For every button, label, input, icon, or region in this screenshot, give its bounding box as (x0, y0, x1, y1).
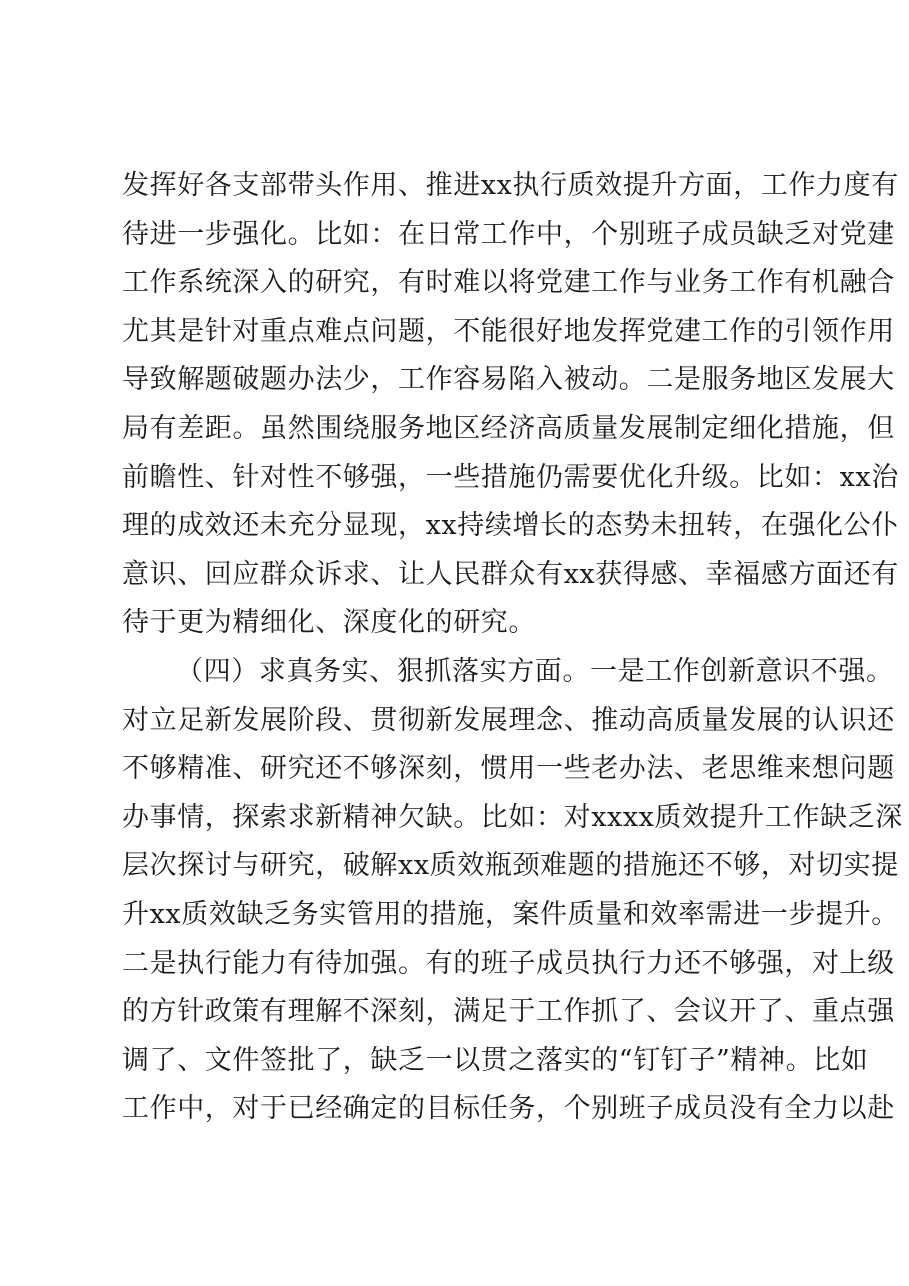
text-line: 工作中，对于已经确定的目标任务，个别班子成员没有全力以赴 (122, 1093, 895, 1125)
text-line: 局有差距。虽然围绕服务地区经济高质量发展制定细化措施，但 (122, 412, 895, 444)
section-heading-line: （四）求真务实、狠抓落实方面。一是工作创新意识不强。 (176, 655, 894, 687)
body-text (122, 162, 903, 1134)
text-line: 升xx质效缺乏务实管用的措施，案件质量和效率需进一步提升。 (122, 898, 899, 930)
text-line: 办事情，探索求新精神欠缺。比如：对xxxx质效提升工作缺乏深 (122, 801, 903, 833)
text-line: 层次探讨与研究，破解xx质效瓶颈难题的措施还不够，对切实提 (122, 850, 899, 882)
paragraph-end-line: 待于更为精细化、深度化的研究。 (122, 607, 536, 639)
text-line: 前瞻性、针对性不够强，一些措施仍需要优化升级。比如：xx治 (122, 461, 899, 493)
text-line: 导致解题破题办法少，工作容易陷入被动。二是服务地区发展大 (122, 364, 895, 396)
text-line: 发挥好各支部带头作用、推进xx执行质效提升方面，工作力度有 (122, 170, 899, 201)
text-line: 意识、回应群众诉求、让人民群众有xx获得感、幸福感方面还有 (122, 558, 899, 590)
text-line: 理的成效还未充分显现，xx持续增长的态势未扭转，在强化公仆 (122, 510, 899, 542)
text-line: 不够精准、研究还不够深刻，惯用一些老办法、老思维来想问题 (122, 753, 895, 785)
text-line: 待进一步强化。比如：在日常工作中，个别班子成员缺乏对党建 (122, 218, 895, 250)
text-line: 的方针政策有理解不深刻，满足于工作抓了、会议开了、重点强 (122, 996, 895, 1028)
text-line: 对立足新发展阶段、贯彻新发展理念、推动高质量发展的认识还 (122, 704, 895, 736)
text-line: 二是执行能力有待加强。有的班子成员执行力还不够强，对上级 (122, 947, 895, 979)
text-line: 工作系统深入的研究，有时难以将党建工作与业务工作有机融合 (122, 267, 895, 299)
text-line: 尤其是针对重点难点问题，不能很好地发挥党建工作的引领作用 (122, 315, 895, 347)
text-line: 调了、文件签批了，缺乏一以贯之落实的“钉钉子”精神。比如 (122, 1044, 869, 1076)
